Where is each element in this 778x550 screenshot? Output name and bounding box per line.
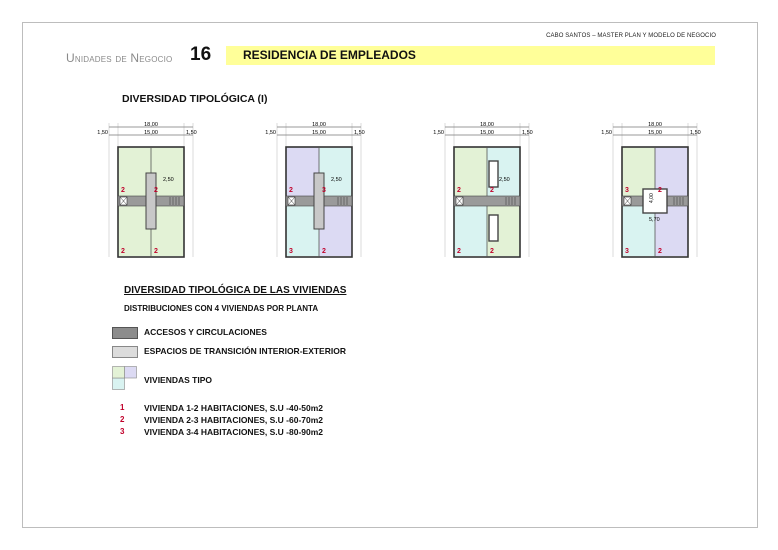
access-core [146,173,156,229]
vivienda-number: 2 [658,248,662,255]
vivienda-number: 2 [121,187,125,194]
corridor [454,196,520,206]
legend-subheading: DISTRIBUCIONES CON 4 VIVIENDAS POR PLANTA [124,304,319,313]
vivienda-number: 3 [322,187,326,194]
dimension-label: 1,50 [601,130,612,136]
section-label: Unidades de Negocio [66,51,173,65]
vivienda-number: 1 [120,403,125,412]
floor-plans [0,0,778,270]
dimension-label: 15,00 [144,130,158,136]
vivienda-number: 2 [457,187,461,194]
viviendas-tipo-label: VIVIENDAS TIPO [144,375,213,385]
vivienda-number: 2 [490,187,494,194]
dimension-label: 1,50 [186,130,197,136]
vivienda-number: 2 [154,187,158,194]
vivienda-text: VIVIENDA 2-3 HABITACIONES, S.U -60-70m2 [144,415,324,425]
access-core [314,173,324,229]
vivienda-number: 2 [457,248,461,255]
dimension-label: 1,50 [522,130,533,136]
dimension-label: 15,00 [312,130,326,136]
project-title: CABO SANTOS – MASTER PLAN Y MODELO DE NEGOCIO [546,33,716,39]
page-title: RESIDENCIA DE EMPLEADOS [243,48,416,62]
light-well [489,161,498,187]
espacios-swatch [112,346,138,358]
vivienda-number: 2 [658,187,662,194]
accesos-swatch [112,327,138,339]
core-dimension: 4,00 [649,193,655,203]
subtitle: DIVERSIDAD TIPOLÓGICA (I) [122,93,268,105]
vivienda-number: 2 [154,248,158,255]
light-well [643,189,667,213]
dimension-label: 15,00 [648,130,662,136]
dimension-label: 1,50 [265,130,276,136]
legend-heading: DIVERSIDAD TIPOLÓGICA DE LAS VIVIENDAS [124,285,347,296]
accesos-label: ACCESOS Y CIRCULACIONES [144,327,267,337]
page-number: 16 [190,44,212,65]
dimension-label: 18,00 [648,122,662,128]
dimension-label: 1,50 [690,130,701,136]
vivienda-number: 2 [322,248,326,255]
dimension-label: 1,50 [433,130,444,136]
dimension-label: 1,50 [354,130,365,136]
espacios-label: ESPACIOS DE TRANSICIÓN INTERIOR-EXTERIOR [144,346,346,356]
core-dimension: 2,50 [163,177,174,183]
vivienda-number: 3 [120,427,125,436]
vivienda-text: VIVIENDA 3-4 HABITACIONES, S.U -80-90m2 [144,427,324,437]
vivienda-number: 2 [289,187,293,194]
light-well [489,215,498,241]
core-dimension: 5,70 [649,217,660,223]
dimension-label: 18,00 [312,122,326,128]
vivienda-number: 3 [625,248,629,255]
core-dimension: 2,50 [331,177,342,183]
dimension-label: 1,50 [97,130,108,136]
viviendas-tipo-icon [112,366,138,390]
vivienda-number: 2 [121,248,125,255]
vivienda-text: VIVIENDA 1-2 HABITACIONES, S.U -40-50m2 [144,403,324,413]
dimension-label: 18,00 [480,122,494,128]
vivienda-number: 3 [625,187,629,194]
dimension-label: 18,00 [144,122,158,128]
vivienda-number: 2 [490,248,494,255]
dimension-label: 15,00 [480,130,494,136]
core-dimension: 2,50 [499,177,510,183]
vivienda-number: 2 [120,415,125,424]
vivienda-number: 3 [289,248,293,255]
